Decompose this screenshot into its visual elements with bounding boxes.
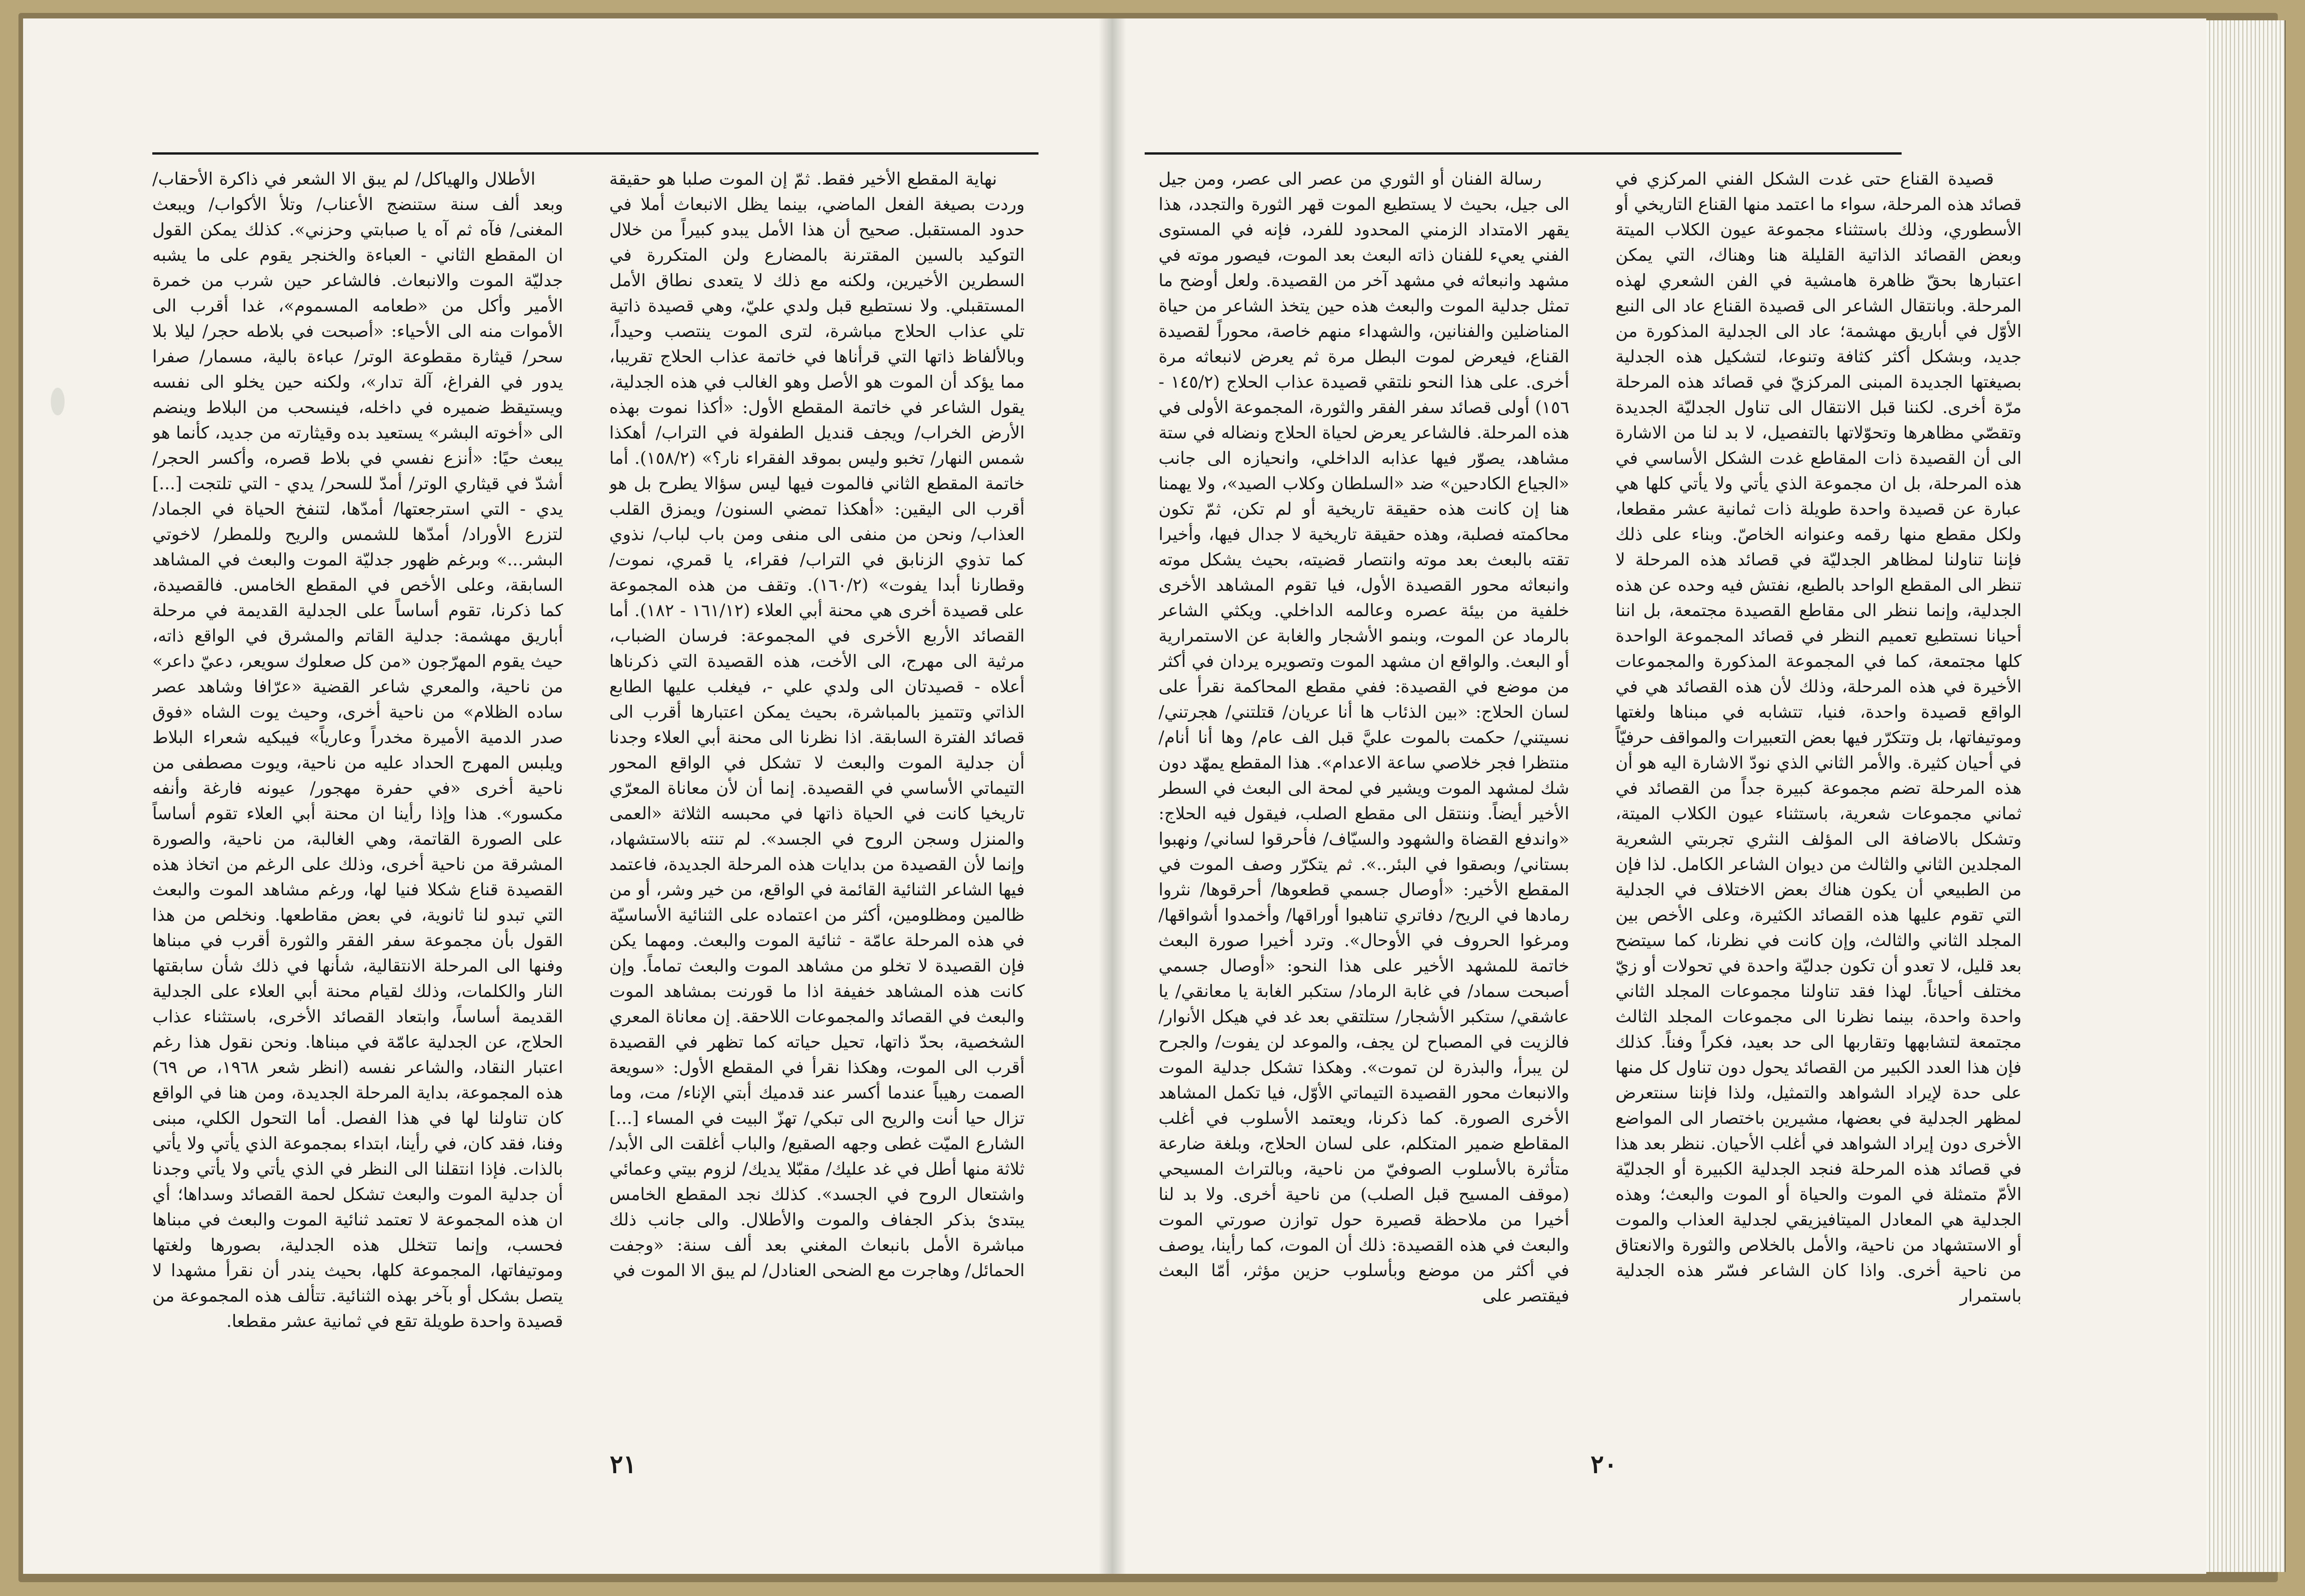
body-text: الأطلال والهياكل/ لم يبق الا الشعر في ذاكرة الأحقاب/ وبعد ألف سنة ستنضج الأعناب/ وتلأ الأكواب/ ويبعث المغنى/ فآه ثم آه يا صبابتي وحزني». كذلك يمكن القول ان المقطع الثاني - العباءة والخنجر يقوم على ما يشبه جدليّة الموت والانبعاث. فالشاعر حين شرب من خمرة الأمير وأكل من «طعامه المسموم»، غدا أقرب الى الأموات منه الى الأحياء: «أصبحت في بلاطه حجر/ ليلا بلا سحر/ قيثارة مقطوعة الوتر/ عباءة بالية، مسمار/ صفرا يدور في الفراغ، آلة تدار»، ولكنه حين يخلو الى نفسه ويستيقظ ضميره في داخله، فينسحب من البلاط وينضم الى «أخوته البشر» يستعيد بده وقيثارته من جديد، كأنما هو يبعث حيًا: «أنزع نفسي في بلاط قصره، وأكسر الحجر/ أشدّ في قيثاري الوتر/ أمدّ للسحر/ يدي - التي تلتجت [...] يدي - التي استرجعتها/ أمدّها، لتنفخ الحياة في الجماد/ لتزرع الأوراد/ أمدّها للشمس والريح وللمطر/ لاخوتي البشر...» وبرغم ظهور جدليّة الموت والبعث في المشاهد السابقة، وعلى الأخص في المقطع الخامس. فالقصيدة، كما ذكرنا، تقوم أساساً على الجدلية القديمة في مرحلة أباريق مهشمة: جدلية القاتم والمشرق في الواقع ذاته، حيث يقوم المهرّجون «من كل صعلوك سويعر، دعيّ داعر» من ناحية، والمعري شاعر القضية «عرّافا وشاهد عصر ساده الظلام» من ناحية أخرى، وحيث يوت الشاه «فوق صدر الدمية الأميرة مخدراً وعارياً» فيبكيه شعراء البلاط ويلبس المهرج الحداد عليه من ناحية، ويوت مصطفى من ناحية أخرى «في حفرة مهجور/ عيونه فارغة وأنفه مكسور». هذا وإذا رأينا ان محنة أبي العلاء تقوم أساساً على الصورة القاتمة، وهي الغالبة، من ناحية، والصورة المشرقة من ناحية أخرى، وذلك على الرغم من اتخاذ هذه القصيدة قناع شكلا فنيا لها، ورغم مشاهد الموت والبعث التي تبدو لنا ثانوية، في بعض مقاطعها. ونخلص من هذا القول بأن مجموعة سفر الفقر والثورة أقرب في مبناها وفنها الى المرحلة الانتقالية، شأنها في ذلك شأن سابقتها النار والكلمات، وذلك لقيام محنة أبي العلاء على الجدلية القديمة أساساً، وابتعاد القصائد الأخرى، باستثناء عذاب الحلاج، عن الجدلية عامّة في مبناها. ونحن نقول هذا رغم اعتبار النقاد، والشاعر نفسه (انظر شعر ١٩٦٨، ص ٦٩) هذه المجموعة، بداية المرحلة الجديدة، ومن هنا في الواقع كان تناولنا لها في هذا الفصل. أما التحول الكلي، مبنى وفنا، فقد كان، في رأينا، ابتداء بمجموعة الذي يأتي ولا يأتي بالذات. فإذا انتقلنا الى النظر في الذي يأتي ولا يأتي وجدنا أن جدلية الموت والبعث تشكل لحمة القصائد وسداها؛ أي ان هذه المجموعة لا تعتمد ثنائية الموت والبعث في مبناها فحسب، وإنما تتخلل هذه الجدلية، بصورها ولغتها وموتيفاتها، المجموعة كلها، بحيث يندر أن نقرأ مشهدا لا يتصل بشكل أو بآخر بهذه الثنائية. تتألف هذه المجموعة من قصيدة واحدة طويلة تقع في ثمانية عشر مقطعا. — [152, 169, 563, 1331]
right-page — [1112, 18, 2206, 1574]
right-page-column-outer — [1615, 166, 2022, 1394]
body-text: رسالة الفنان أو الثوري من عصر الى عصر، ومن جيل الى جيل، بحيث لا يستطيع الموت قهر الثورة والتجدد، هذا يقهر الامتداد الزمني المحدود للفرد، فإنه في المستوى الفني يعيء للفنان ذاته البعث بعد الموت، فيصور موته في مشهد وانبعاثه في مشهد آخر من القصيدة. ولعل أوضح ما تمثل جدلية الموت والبعث هذه حين يتخذ الشاعر من حياة المناضلين والفنانين، والشهداء منهم خاصة، محوراً لقصيدة القناع، فيعرض لموت البطل مرة ثم يعرض لانبعاثه مرة أخرى. على هذا النحو نلتقي قصيدة عذاب الحلاج (١٤٥/٢ - ١٥٦) أولى قصائد سفر الفقر والثورة، المجموعة الأولى في هذه المرحلة. فالشاعر يعرض لحياة الحلاج ونضاله في ستة مشاهد، يصوّر فيها عذابه الداخلي، وانحيازه الى جانب «الجياع الكادحين» ضد «السلطان وكلاب الصيد»، ولا يهمنا هنا إن كانت هذه حقيقة تاريخية أو لم تكن، ثمّ تكون محاكمته فصلبة، وهذه حقيقة تاريخية لا جدال فيها، وأخيرا تقته بالبعث بعد موته وانتصار قضيته، بحيث يشكل موته وانبعاثه محور القصيدة الأول، فيا تقوم المشاهد الأخرى خلفية من بيئة عصره وعالمه الداخلي. ويكثي الشاعر بالرماد عن الموت، وبنمو الأشجار والغابة عن الاستمرارية أو البعث. والواقع ان مشهد الموت وتصويره يردان في أكثر من موضع في القصيدة: ففي مقطع المحاكمة نقرأ على لسان الحلاج: «بين الذئاب ها أنا عريان/ قتلتني/ هجرتني/ نسيتني/ حكمت بالموت عليَّ قبل الف عام/ وها أنا أنام/ منتظرا فجر خلاصي ساعة الاعدام». هذا المقطع يمهّد دون شك لمشهد الموت ويشير في لمحة الى البعث في السطر الأخير أيضاً. وننتقل الى مقطع الصلب، فيقول فيه الحلاج: «واندفع القضاة والشهود والسيّاف/ فأحرقوا لساني/ ونهبوا بستاني/ وبصقوا في البئر..». ثم يتكرّر وصف الموت في المقطع الأخير: «أوصال جسمي قطعوها/ أحرقوها/ نثروا رمادها في الريح/ دفاتري تناهبوا أوراقها/ وأخمدوا أشواقها/ ومرغوا الحروف في الأوحال». وترد أخيرا صورة البعث خاتمة للمشهد الأخير على هذا النحو: «أوصال جسمي أصبحت سماد/ في غابة الرماد/ ستكبر الغابة يا معانقي/ يا عاشقي/ ستكبر الأشجار/ ستلتقي بعد غد في هيكل الأنوار/ فالزيت في المصباح لن يجف، والموعد لن يفوت/ والجرح لن يبرأ، والبذرة لن تموت». وهكذا تشكل جدلية الموت والانبعاث محور القصيدة التيماتي الأوّل، فيا تكمل المشاهد الأخرى الصورة. كما ذكرنا، ويعتمد الأسلوب في أغلب المقاطع ضمير المتكلم، على لسان الحلاج، وبلغة ضارعة متأثرة بالأسلوب الصوفيّ من ناحية، وبالتراث المسيحي (موقف المسيح قبل الصلب) من ناحية أخرى. ولا بد لنا أخيرا من ملاحظة قصيرة حول توازن صورتي الموت والبعث في هذه القصيدة: ذلك أن الموت، كما رأينا، يوصف في أكثر من موضع وبأسلوب حزين مؤثر، أمّا البعث فيقتصر على — [1159, 169, 1569, 1306]
header-rule — [152, 152, 1038, 155]
paper-mark — [51, 388, 65, 415]
left-page-column-outer — [152, 166, 563, 1394]
body-text: نهاية المقطع الأخير فقط. ثمّ إن الموت صلبا هو حقيقة وردت بصيغة الفعل الماضي، بينما يظل الانبعاث أملا في حدود المستقبل. صحيح أن هذا الأمل يبدو كبيراً من خلال التوكيد بالسين المقترنة بالمضارع ولن المتكررة في السطرين الأخيرين، ولكنه مع ذلك لا يتعدى نطاق الأمل المستقبلي. ولا نستطيع قبل ولدي عليّ، وهي قصيدة ذاتية تلي عذاب الحلاج مباشرة، لترى الموت ينتصب وحيداً، وبالألفاظ ذاتها التي قرأناها في خاتمة عذاب الحلاج تقريبا، مما يؤكد أن الموت هو الأصل وهو الغالب في هذه الجدلية، يقول الشاعر في خاتمة المقطع الأول: «أكذا نموت بهذه الأرض الخراب/ ويجف قنديل الطفولة في التراب/ أهكذا شمس النهار/ تخبو وليس بموقد الفقراء نار؟» (١٥٨/٢). أما خاتمة المقطع الثاني فالموت فيها ليس سؤالا يطرح بل هو أقرب الى اليقين: «أهكذا تمضي السنون/ ويمزق القلب العذاب/ ونحن من منفى الى منفى ومن باب لباب/ نذوي كما تذوي الزنابق في التراب/ فقراء، يا قمري، نموت/ وقطارنا أبدا يفوت» (١٦٠/٢). وتقف من هذه المجموعة على قصيدة أخرى هي محنة أبي العلاء (١٦١/١٢ - ١٨٢). أما القصائد الأربع الأخرى في المجموعة: فرسان الضباب، مرثية الى مهرج، الى الأخت، هذه القصيدة التي ذكرناها أعلاه - قصيدتان الى ولدي علي -، فيغلب عليها الطابع الذاتي وتتميز بالمباشرة، بحيث يمكن اعتبارها أقرب الى قصائد الفترة السابقة. اذا نظرنا الى محنة أبي العلاء وجدنا أن جدلية الموت والبعث لا تشكل في الواقع المحور التيماتي الأساسي في القصيدة. إنما أن لأن معاناة المعرّي تاريخيا كانت في الحياة ذاتها في محبسه الثلاثة «العمى والمنزل وسجن الروح في الجسد». لم تنته بالاستشهاد، وإنما لأن القصيدة من بدايات هذه المرحلة الجديدة، فاعتمد فيها الشاعر الثنائية القائمة في الواقع، من خير وشر، أو من ظالمين ومظلومين، أكثر من اعتماده على الثنائية الأساسيّة في هذه المرحلة عامّة - ثنائية الموت والبعث. ومهما يكن فإن القصيدة لا تخلو من مشاهد الموت والبعث تماماً. وإن كانت هذه المشاهد خفيفة اذا ما قورنت بمشاهد الموت والبعث في القصائد والمجموعات اللاحقة. إن معاناة المعري الشخصية، بحدّ ذاتها، تحيل حياته كما تظهر في القصيدة أقرب الى الموت، وهكذا نقرأ في المقطع الأول: «سويعة الصمت رهيباً عندما أكسر عند قدميك أبتي الإناء/ مت، وما تزال حيا أنت والريح الى تبكي/ تهزّ البيت في المساء [...] الشارع الميّت غطى وجهه الصقيع/ والباب أغلقت الى الأبد/ ثلاثة منها أطل في غد عليك/ مقبّلا يديك/ لزوم بيتي وعمائي واشتعال الروح في الجسد». كذلك نجد المقطع الخامس يبتدئ بذكر الجفاف والموت والأطلال. والى جانب ذلك مباشرة الأمل بانبعاث المغني بعد ألف سنة: «وجفت الحمائل/ وهاجرت مع الضحى العنادل/ لم يبق الا الموت في — [609, 169, 1025, 1280]
page-edges — [2206, 20, 2286, 1572]
left-page — [23, 18, 1112, 1574]
header-rule — [1145, 152, 1902, 155]
body-text: قصيدة القناع حتى غدت الشكل الفني المركزي في قصائد هذه المرحلة، سواء ما اعتمد منها القناع التاريخي أو الأسطوري، وذلك باستثناء مجموعة عيون الكلاب الميتة وبعض القصائد الذاتية القليلة هنا وهناك، التي يمكن اعتبارها بحقّ ظاهرة هامشية في الفن الشعري لهذه المرحلة. وبانتقال الشاعر الى قصيدة القناع عاد الى النبع الأوّل في أباريق مهشمة؛ عاد الى الجدلية المذكورة من جديد، وبشكل أكثر كثافة وتنوعا، لتشكيل هذه الجدلية بصيغتها الجديدة المبنى المركزيّ في قصائد هذه المرحلة مرّة أخرى. لكننا قبل الانتقال الى تناول الجدليّة الجديدة وتقصّي مظاهرها وتحوّلاتها بالتفصيل، لا بد لنا من الاشارة الى أن القصيدة ذات المقاطع غدت الشكل الأساسي في هذه المرحلة، بل ان مجموعة الذي يأتي ولا يأتي كلها هي عبارة عن قصيدة واحدة طويلة ذات ثمانية عشر مقطعا، ولكل مقطع منها رقمه وعنوانه الخاصّ. وبناء على ذلك فإننا تناولنا لمظاهر الجدليّة في قصائد هذه المرحلة لا تنظر الى المقطع الواحد بالطبع، نفتش فيه وحده عن هذه الجدلية، وإنما ننظر الى مقاطع القصيدة مجتمعة، بل اننا أحيانا نستطيع تعميم النظر في قصائد المجموعة الواحدة كلها مجتمعة، كما في المجموعة المذكورة والمجموعات الأخيرة في هذه المرحلة، وذلك لأن هذه القصائد هي في الواقع قصيدة واحدة، فنيا، تتشابه في مبناها ولغتها وموتيفاتها، بل وتتكرّر فيها بعض التعبيرات والمواقف حرفيّاً في أحيان كثيرة. والأمر الثاني الذي نودّ الاشارة اليه هو أن هذه المرحلة تضم مجموعة كبيرة جداً من القصائد في ثماني مجموعات شعرية، باستثناء عيون الكلاب الميتة، وتشكل بالاضافة الى المؤلف النثري تجربتي الشعرية المجلدين الثاني والثالث من ديوان الشاعر الكامل. لذا فإن من الطبيعي أن يكون هناك بعض الاختلاف في الجدلية التي تقوم عليها هذه القصائد الكثيرة، وعلى الأخص بين المجلد الثاني والثالث، وإن كانت في نظرنا، كما سيتضح بعد قليل، لا تعدو أن تكون جدليّة واحدة في تحولات أو زيّ مختلف أحياناً. لهذا فقد تناولنا مجموعات المجلد الثاني واحدة واحدة، بينما نظرنا الى مجموعات المجلد الثالث مجتمعة لتشابهها وتقاربها الى حد بعيد، فكراً وفناً. كذلك فإن هذا العدد الكبير من القصائد يحول دون تناول كل منها على حدة لإيراد الشواهد والتمثيل، ولذا فإننا سنتعرض لمظهر الجدلية في بعضها، مشيرين باختصار الى المواضع الأخرى دون إيراد الشواهد في أغلب الأحيان. ننظر بعد هذا في قصائد هذه المرحلة فنجد الجدلية الكبيرة أو الجدليّة الأمّ متمثلة في الموت والحياة أو الموت والبعث؛ وهذه الجدلية هي المعادل الميتافيزيقي لجدلية العذاب والموت أو الاستشهاد من ناحية، والأمل بالخلاص والثورة والانعتاق من ناحية أخرى. واذا كان الشاعر فسّر هذه الجدلية باستمرار — [1615, 169, 2022, 1306]
left-page-column-inner — [609, 166, 1025, 1394]
page-number: ٢١ — [609, 1449, 636, 1479]
book-gutter — [1098, 18, 1126, 1574]
right-page-column-inner — [1159, 166, 1569, 1394]
page-number: ٢٠ — [1590, 1449, 1617, 1479]
